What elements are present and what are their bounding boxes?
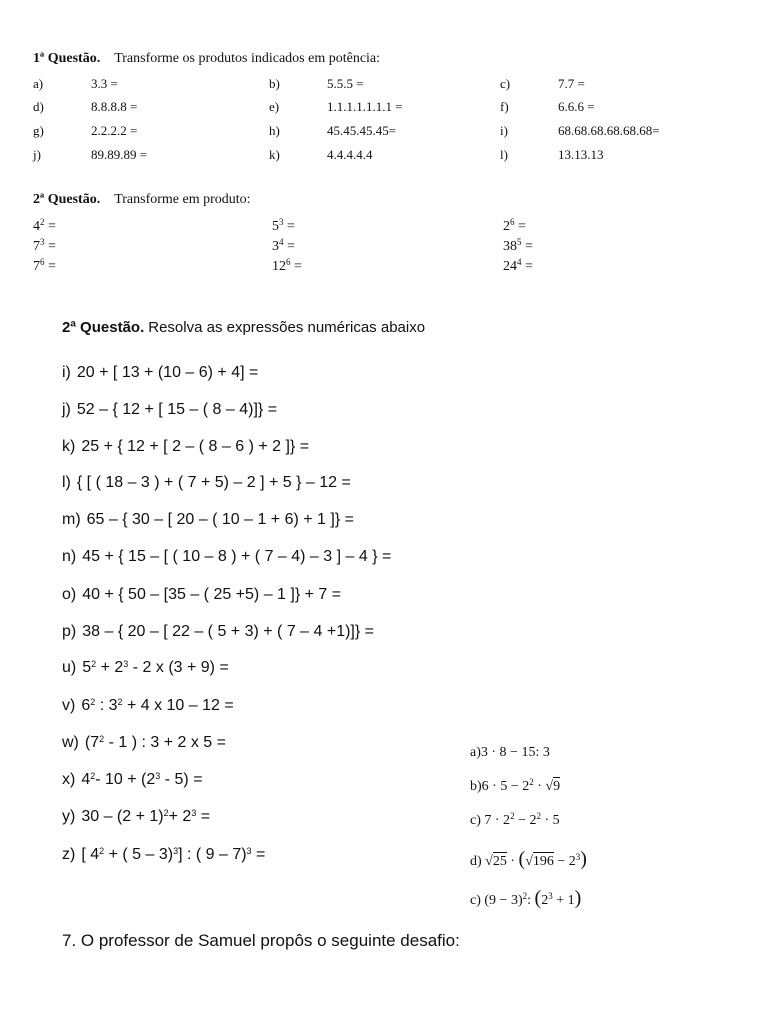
item-value: 89.89.89 =: [91, 147, 148, 162]
side-expr-e-text: 2: [541, 893, 549, 908]
item-value: 68.68.68.68.68.68=: [558, 123, 660, 138]
power-base: 7: [33, 239, 40, 254]
power-tail: =: [283, 219, 295, 234]
expression-label: m): [62, 511, 81, 528]
item-label: f): [500, 99, 509, 114]
question-1-text: Transforme os produtos indicados em potência:: [114, 51, 381, 66]
question-1-title: [33, 51, 380, 67]
side-expr-a-text: 3 · 8 − 15: 3: [480, 745, 550, 760]
item-value: 6.6.6 =: [558, 99, 595, 114]
expression-text: 6: [81, 697, 91, 714]
expression-label: o): [62, 586, 77, 603]
power-item: [33, 259, 56, 275]
expression-text: 5: [82, 659, 92, 676]
exponent: 2: [117, 697, 123, 707]
expression-text: 40 + { 50 – [35 – ( 25 +5) – 1 ]} + 7 =: [82, 586, 342, 603]
item-value: 8.8.8.8 =: [91, 99, 138, 114]
radicand: 9: [553, 779, 561, 794]
question-2-text: Transforme em produto:: [114, 192, 251, 207]
item-value: 7.7 =: [558, 76, 585, 91]
power-tail: =: [44, 239, 56, 254]
expression-label: j): [62, 401, 71, 418]
side-expr-d-text: − 2: [553, 854, 576, 869]
item-value: 5.5.5 =: [327, 76, 364, 91]
item-label: e): [269, 99, 280, 114]
exponent: 3: [548, 891, 553, 901]
item-label: j): [33, 147, 41, 162]
side-expr-e-text: :: [527, 893, 535, 908]
expression-item: [62, 734, 226, 752]
exponent: 3: [173, 846, 179, 856]
power-item: [272, 239, 295, 255]
expression-text: =: [196, 808, 211, 825]
power-item: [33, 239, 56, 255]
expression-text: - 1 ) : 3 + 2 x 5 =: [104, 734, 226, 751]
side-expr-e-text: + 1: [552, 893, 575, 908]
power-tail: =: [44, 219, 56, 234]
expression-text: - 5) =: [160, 771, 203, 788]
power-item: [272, 219, 295, 235]
power-base: 2: [503, 219, 510, 234]
question-3-title: [62, 319, 425, 336]
expression-item: [62, 586, 341, 604]
expression-text: 30 – (2 + 1): [81, 808, 164, 825]
expression-label: p): [62, 623, 77, 640]
side-expr-d: d) $√25 \cdot (√196 - 2^3)$: [470, 848, 587, 870]
expression-text: - 10 + (2: [95, 771, 156, 788]
expression-item: [62, 474, 351, 492]
side-expr-c-label: c): [470, 813, 481, 828]
expression-text: ] : ( 9 – 7): [178, 846, 247, 863]
side-expr-d-label: d): [470, 854, 482, 869]
power-exponent: 6: [286, 257, 291, 267]
expression-item: [62, 771, 203, 789]
item-value: 13.13.13: [558, 147, 604, 162]
question-1-number: 1ª Questão.: [33, 51, 101, 66]
side-expr-b-text: 6 · 5 − 2: [481, 779, 530, 794]
item-label: d): [33, 99, 44, 114]
power-exponent: 3: [40, 237, 45, 247]
item-label: b): [269, 76, 280, 91]
power-base: 5: [272, 219, 279, 234]
question-7-text: 7. O professor de Samuel propôs o seguinte desafio:: [62, 931, 460, 950]
side-expr-c-text: 7 · 2: [484, 813, 511, 828]
side-expr-c-text: · 5: [540, 813, 560, 828]
question-2-title: [33, 192, 251, 208]
exponent: 2: [522, 891, 528, 901]
power-item: [272, 259, 302, 275]
exponent: 2: [91, 659, 97, 669]
expression-text: (7: [84, 734, 100, 751]
expression-text: : 3: [95, 697, 118, 714]
power-exponent: 6: [510, 217, 515, 227]
power-item: [33, 219, 56, 235]
question-2-number: 2ª Questão.: [33, 192, 101, 207]
side-expr-a: [470, 745, 550, 761]
exponent: 2: [90, 697, 96, 707]
power-tail: =: [521, 259, 533, 274]
expression-label: l): [62, 474, 71, 491]
item-label: a): [33, 76, 44, 91]
exponent: 2: [99, 734, 105, 744]
power-exponent: 2: [40, 217, 45, 227]
power-tail: =: [521, 239, 533, 254]
question-3-text: Resolva as expressões numéricas abaixo: [148, 319, 426, 336]
power-exponent: 4: [517, 257, 522, 267]
expression-text: 52 – { 12 + [ 15 – ( 8 – 4)]} =: [76, 401, 278, 418]
power-exponent: 5: [517, 237, 522, 247]
expression-label: k): [62, 438, 76, 455]
side-expr-e: c) $(9 - 3)^2$: $(2^3 + 1)$: [470, 887, 582, 909]
exponent: 2: [529, 777, 534, 787]
item-value: 1.1.1.1.1.1.1 =: [327, 99, 403, 114]
expression-item: [62, 548, 391, 566]
expression-item: [62, 659, 229, 677]
power-exponent: 3: [279, 217, 284, 227]
expression-label: v): [62, 697, 76, 714]
side-expr-e-text: (9 − 3): [484, 893, 523, 908]
item-label: h): [269, 123, 280, 138]
expression-label: w): [62, 734, 79, 751]
question-3-number: 2ª Questão.: [62, 319, 145, 336]
expression-item: [62, 364, 258, 382]
side-expr-b-label: b): [470, 779, 482, 794]
exponent: 2: [90, 771, 96, 781]
power-item: [503, 259, 533, 275]
side-expr-c-text: − 2: [514, 813, 537, 828]
radicand: 196: [532, 854, 554, 869]
item-label: i): [500, 123, 508, 138]
expression-item: [62, 808, 210, 826]
side-expr-a-label: a): [470, 745, 481, 760]
expression-text: + 4 x 10 – 12 =: [122, 697, 234, 714]
expression-item: [62, 846, 265, 864]
exponent: 2: [99, 846, 105, 856]
expression-label: u): [62, 659, 77, 676]
expression-label: y): [62, 808, 76, 825]
power-tail: =: [290, 259, 302, 274]
item-value: 4.4.4.4.4: [327, 147, 373, 162]
power-tail: =: [514, 219, 526, 234]
expression-item: [62, 697, 234, 715]
expression-item: [62, 401, 277, 419]
item-label: k): [269, 147, 280, 162]
expression-text: 38 – { 20 – [ 22 – ( 5 + 3) + ( 7 – 4 +1)]} =: [82, 623, 374, 640]
item-value: 3.3 =: [91, 76, 118, 91]
power-base: 12: [272, 259, 286, 274]
power-base: 24: [503, 259, 517, 274]
expression-text: 45 + { 15 – [ ( 10 – 8 ) + ( 7 – 4) – 3 ] – 4 } =: [82, 548, 392, 565]
exponent: 3: [155, 771, 161, 781]
power-item: [503, 239, 533, 255]
side-expr-e-label: c): [470, 893, 481, 908]
exponent: 3: [575, 852, 581, 862]
exponent: 3: [123, 659, 129, 669]
expression-label: n): [62, 548, 77, 565]
power-base: 3: [272, 239, 279, 254]
expression-label: i): [62, 364, 71, 381]
expression-text: [ 4: [81, 846, 100, 863]
power-base: 38: [503, 239, 517, 254]
power-exponent: 6: [40, 257, 45, 267]
side-expr-d-text: ·: [506, 854, 519, 869]
expression-text: 65 – { 30 – [ 20 – ( 10 – 1 + 6) + 1 ]} =: [86, 511, 354, 528]
expression-text: { [ ( 18 – 3 ) + ( 7 + 5) – 2 ] + 5 } – 12 =: [76, 474, 351, 491]
item-value: 2.2.2.2 =: [91, 123, 138, 138]
exponent: 3: [246, 846, 252, 856]
item-label: g): [33, 123, 44, 138]
expression-item: [62, 438, 309, 456]
exponent: 3: [191, 808, 197, 818]
power-base: 4: [33, 219, 40, 234]
power-tail: =: [283, 239, 295, 254]
expression-text: 25 + { 12 + [ 2 – ( 8 – 6 ) + 2 ]} =: [81, 438, 310, 455]
expression-text: + ( 5 – 3): [104, 846, 174, 863]
side-expr-b: $b)6 \cdot 5 - 2^2 \cdot √9$: [470, 777, 561, 794]
expression-item: [62, 623, 374, 641]
expression-text: + 2: [168, 808, 192, 825]
expression-label: z): [62, 846, 76, 863]
expression-text: + 2: [96, 659, 124, 676]
item-label: c): [500, 76, 511, 91]
expression-text: 20 + [ 13 + (10 – 6) + 4] =: [76, 364, 259, 381]
expression-label: x): [62, 771, 76, 788]
power-tail: =: [44, 259, 56, 274]
expression-text: 4: [81, 771, 91, 788]
exponent: 2: [536, 811, 541, 821]
exponent: 2: [510, 811, 515, 821]
side-expr-b-text: ·: [533, 779, 546, 794]
exponent: 2: [163, 808, 169, 818]
expression-text: - 2 x (3 + 9) =: [128, 659, 229, 676]
expression-item: [62, 511, 354, 529]
radicand: 25: [492, 854, 507, 869]
expression-text: =: [251, 846, 266, 863]
power-exponent: 4: [279, 237, 284, 247]
item-label: l): [500, 147, 508, 162]
power-base: 7: [33, 259, 40, 274]
side-expr-c: [470, 813, 560, 829]
item-value: 45.45.45.45=: [327, 123, 397, 138]
power-item: [503, 219, 526, 235]
